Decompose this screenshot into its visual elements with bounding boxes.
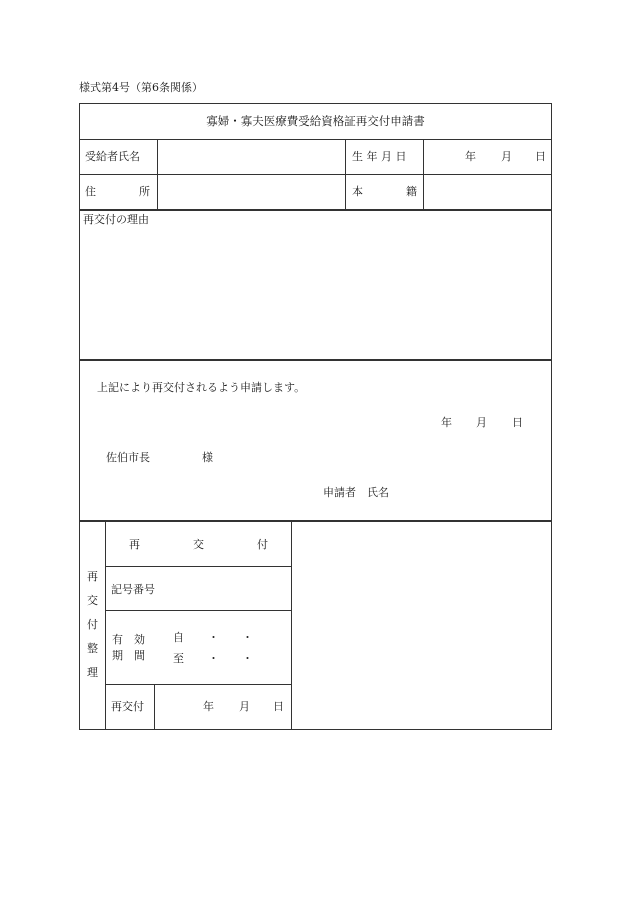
address-label-1: 住 (85, 185, 96, 198)
domicile-label-1: 本 (352, 185, 363, 198)
applicant-name-label: 申請者 氏名 (323, 486, 389, 499)
processing-row-1-line (105, 566, 292, 567)
frame-bottom-line (79, 729, 552, 730)
processing-side-label-2: 交 (87, 594, 98, 607)
declaration-year: 年 (441, 416, 452, 429)
reissue-date-column-line (154, 684, 155, 730)
processing-side-label-4: 整 (87, 642, 98, 655)
addressee-honorific: 様 (202, 451, 213, 464)
validity-label-1: 有 効 (112, 633, 145, 646)
processing-side-label-1: 再 (87, 570, 98, 583)
processing-side-label-3: 付 (87, 618, 98, 631)
applicant-name-field[interactable] (400, 480, 540, 502)
frame-left-line (79, 103, 80, 730)
processing-row-2-line (105, 610, 292, 611)
reissue-header-3: 付 (257, 538, 268, 551)
reason-label: 再交付の理由 (83, 213, 149, 226)
reissue-date-day: 日 (273, 700, 284, 713)
validity-to-dot-1: ・ (208, 652, 219, 665)
declaration-month: 月 (476, 416, 487, 429)
addressee-label: 佐伯市長 (106, 451, 150, 464)
form-title: 寡婦・寡夫医療費受給資格証再交付申請書 (206, 114, 425, 128)
office-use-area[interactable] (292, 522, 551, 729)
validity-label-2: 期 間 (112, 649, 145, 662)
validity-from-label: 自 (173, 631, 184, 644)
processing-side-label-5: 理 (87, 666, 98, 679)
processing-row-3-line (105, 684, 292, 685)
address-field[interactable] (158, 175, 345, 209)
declaration-text: 上記により再交付されるよう申請します。 (97, 381, 306, 394)
recipient-name-field[interactable] (158, 140, 345, 174)
validity-from-dot-2: ・ (242, 631, 253, 644)
domicile-field[interactable] (424, 175, 551, 209)
reissue-date-month: 月 (239, 700, 250, 713)
frame-top-line (79, 103, 552, 104)
birthdate-year: 年 (465, 150, 476, 163)
recipient-name-label: 受給者氏名 (85, 150, 140, 163)
frame-right-line (551, 103, 552, 730)
reissue-date-label: 再交付 (111, 700, 144, 713)
declaration-day: 日 (512, 416, 523, 429)
validity-to-label: 至 (173, 652, 184, 665)
reissue-date-year: 年 (203, 700, 214, 713)
domicile-label-2: 籍 (406, 185, 417, 198)
birthdate-label: 生 年 月 日 (352, 150, 407, 163)
reissue-header-1: 再 (129, 538, 140, 551)
validity-to-dot-2: ・ (242, 652, 253, 665)
validity-from-dot-1: ・ (208, 631, 219, 644)
birthdate-field[interactable] (424, 140, 551, 174)
record-number-field[interactable] (170, 572, 288, 606)
form-number: 様式第4号（第6条関係） (79, 81, 203, 94)
birthdate-month: 月 (501, 150, 512, 163)
reason-row-separator (79, 359, 552, 361)
address-label-2: 所 (139, 185, 150, 198)
processing-side-column-line (105, 521, 106, 730)
reissue-header-2: 交 (193, 538, 204, 551)
reason-field[interactable] (80, 228, 551, 358)
middle-column-line (345, 139, 346, 210)
address-row-separator (79, 209, 552, 211)
record-number-label: 記号番号 (111, 583, 155, 596)
birthdate-day: 日 (535, 150, 546, 163)
